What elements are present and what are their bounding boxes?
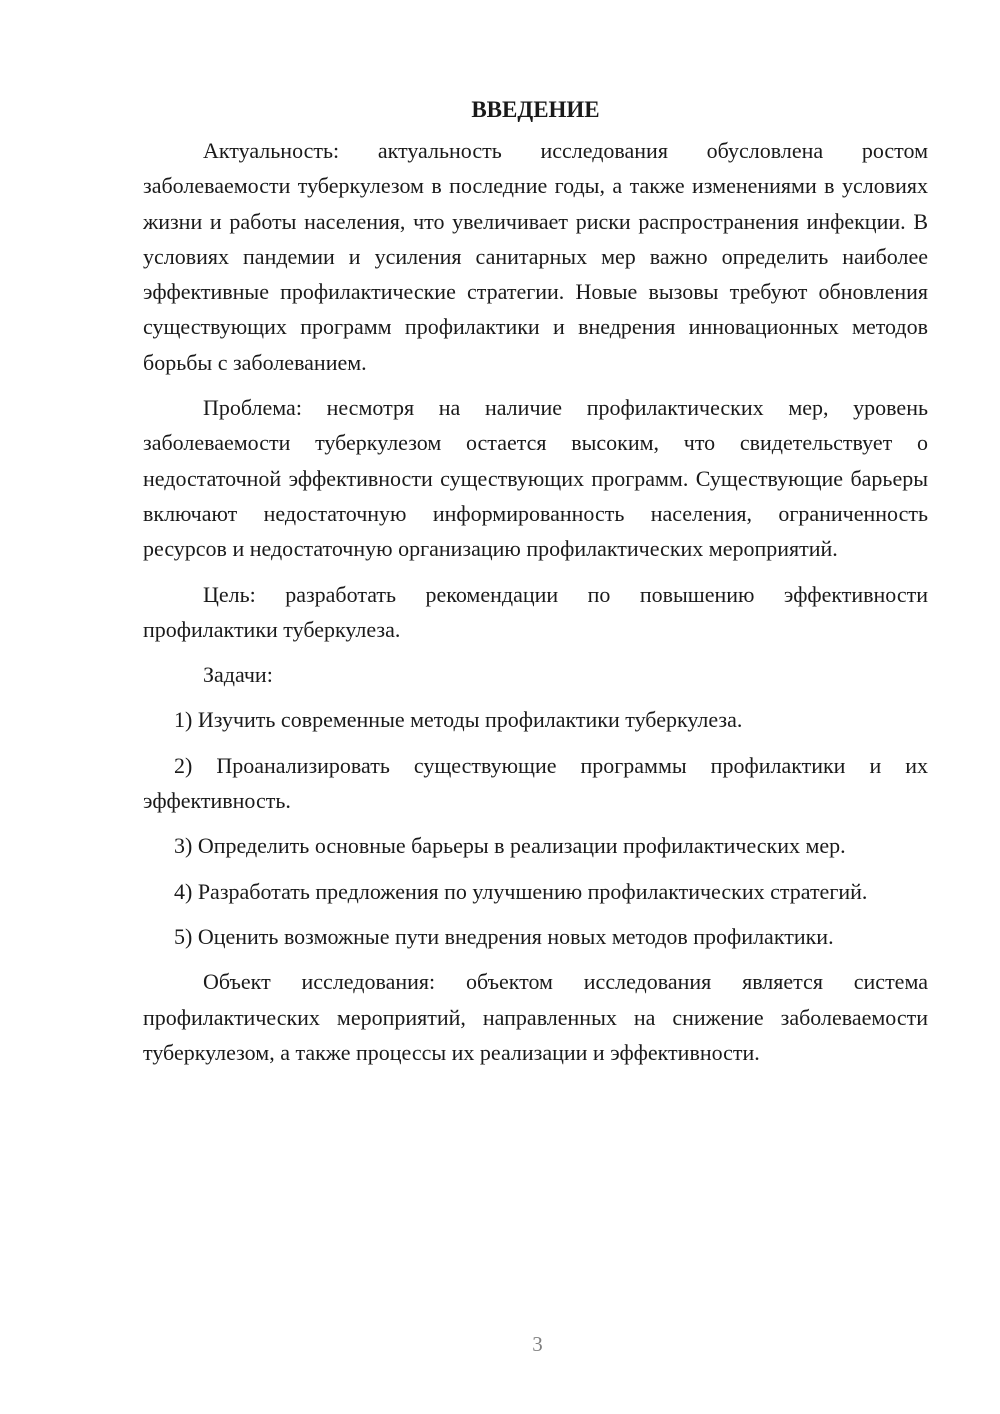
task-item: 5) Оценить возможные пути внедрения новых методов профилактики. <box>174 923 834 949</box>
relevance-paragraph: Актуальность: актуальность исследования обусловлена ростом заболеваемости туберкулезом в последние годы, а также изменениями в условиях жизни и работы населения, что увеличивает риски распространения инфекции. В условиях пандемии и усиления санитарных мер важно определить наиболее эффективные профилактические стратегии. Новые вызовы требуют обновления существующих программ профилактики и внедрения инновационных методов борьбы с заболеванием. <box>143 138 928 375</box>
tasks-label: Задачи: <box>203 662 273 688</box>
task-item: 4) Разработать предложения по улучшению профилактических стратегий. <box>174 878 868 904</box>
document-page <box>143 88 928 1080</box>
task-item: 1) Изучить современные методы профилактики туберкулеза. <box>174 707 743 733</box>
section-heading: ВВЕДЕНИЕ <box>471 97 600 122</box>
problem-paragraph: Проблема: несмотря на наличие профилактических мер, уровень заболеваемости туберкулезом остается высоким, что свидетельствует о недостаточной эффективности существующих программ. Существующие барьеры включают недостаточную информированность населения, ограниченность ресурсов и недостаточную организацию профилактических мероприятий. <box>143 395 928 562</box>
task-item: 2) Проанализировать существующие программы профилактики и их эффективность. <box>143 752 928 814</box>
tasks-list <box>143 702 928 954</box>
object-paragraph: Объект исследования: объектом исследования является система профилактических мероприятий, направленных на снижение заболеваемости туберкулезом, а также процессы их реализации и эффективности. <box>143 969 928 1065</box>
page-number: 3 <box>532 1332 543 1356</box>
task-item: 3) Определить основные барьеры в реализации профилактических мер. <box>174 833 846 859</box>
goal-paragraph: Цель: разработать рекомендации по повышению эффективности профилактики туберкулеза. <box>143 581 928 642</box>
